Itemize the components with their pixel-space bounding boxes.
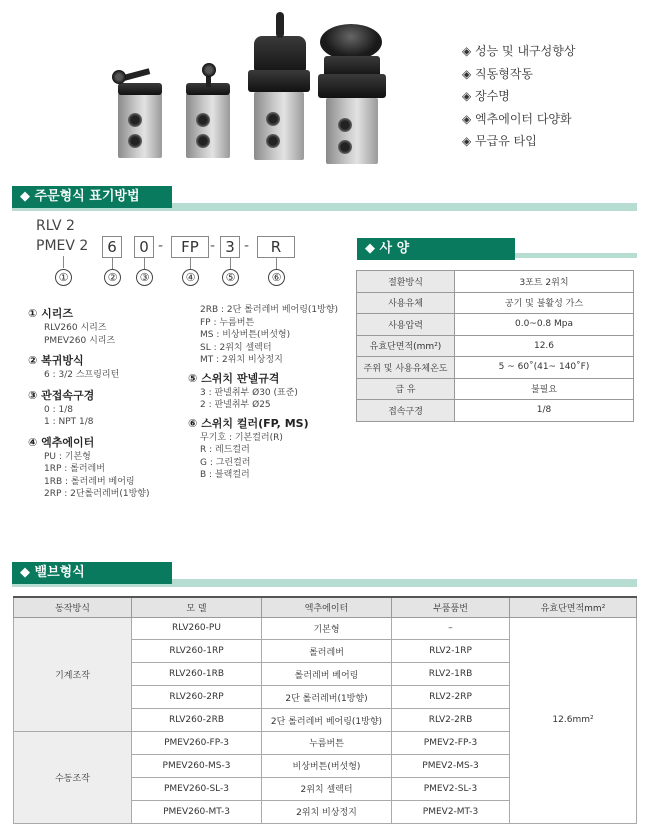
actuator-cell: 2단 롤러레버 베어링(1방향) <box>262 709 392 732</box>
actuator-item: FP : 누름버튼 <box>200 317 255 328</box>
spec-row <box>357 357 634 379</box>
port-item: 0 : 1/8 <box>44 404 73 415</box>
product-photos <box>110 8 400 168</box>
spec-title: ◆ 사 양 <box>357 238 515 260</box>
color-item: B : 블랙컬러 <box>200 470 250 480</box>
return-heading: ② 복귀방식 <box>28 354 84 367</box>
spec-rule <box>515 253 637 258</box>
port-heading: ③ 관접속구경 <box>28 388 95 402</box>
feature-item: ◈ 장수명 <box>462 89 510 103</box>
part-cell: RLV2-2RP <box>392 686 510 709</box>
col-header: 유효단면적mm² <box>510 597 637 617</box>
part-cell: PMEV2-SL-3 <box>392 777 510 800</box>
actuator-item: SL : 2위치 셀렉터 <box>200 342 272 353</box>
color-heading: ⑥ 스위치 컬러(FP, MS) <box>188 416 309 430</box>
code-line-1: RLV 2 <box>36 218 75 234</box>
spec-key: 사용유체 <box>357 292 455 314</box>
valve-type-rule-left <box>12 584 637 587</box>
code-box-panel: 3 <box>220 236 240 258</box>
actuator-cell: 롤러레버 베어링 <box>262 663 392 686</box>
spec-row <box>357 335 634 357</box>
circle-num-1: ① <box>55 269 72 286</box>
code-dash: - <box>244 238 250 254</box>
valve-table <box>13 596 637 824</box>
actuator-item: 2RB : 2단 롤러레버 베어링(1방향) <box>200 305 339 315</box>
spec-row <box>357 271 634 293</box>
feature-item: ◈ 직동형작동 <box>462 66 534 81</box>
spec-value: 12.6 <box>455 335 634 357</box>
part-cell: PMEV2-MT-3 <box>392 800 510 823</box>
valve-selector-image <box>244 8 314 168</box>
part-cell: RLV2-2RB <box>392 709 510 732</box>
spec-row <box>357 314 634 336</box>
valve-roller-lever-image <box>110 68 170 168</box>
code-box-color: R <box>257 236 295 258</box>
valve-table-header <box>14 597 637 617</box>
circle-num-4: ④ <box>182 269 199 286</box>
color-item: R : 레드컬러 <box>200 445 250 455</box>
part-cell: RLV2-1RB <box>392 663 510 686</box>
spec-table <box>356 270 634 422</box>
spec-key: 사용압력 <box>357 314 455 336</box>
circle-num-5: ⑤ <box>222 269 239 286</box>
model-cell: RLV260-PU <box>132 617 262 640</box>
series-heading: ① 시리즈 <box>28 307 74 320</box>
table-row <box>14 617 637 640</box>
desc-left <box>28 306 150 501</box>
circle-num-2: ② <box>104 269 121 286</box>
part-cell: – <box>392 617 510 640</box>
color-item: G : 그린컬러 <box>200 457 251 468</box>
feature-item: ◈ 성능 및 내구성향상 <box>462 44 576 58</box>
feature-item: ◈ 무급유 타입 <box>462 134 537 148</box>
panel-item: 3 : 판넬취부 Ø30 (표준) <box>200 387 298 398</box>
tick <box>63 256 64 268</box>
model-cell: PMEV260-SL-3 <box>132 777 262 800</box>
color-item: 무기호 : 기본컬러(R) <box>200 432 283 443</box>
model-cell: PMEV260-FP-3 <box>132 731 262 754</box>
code-box-return: 6 <box>102 236 122 258</box>
order-format-rule-left <box>12 208 637 211</box>
spec-value: 공기 및 불활성 가스 <box>455 292 634 314</box>
panel-item: 2 : 판넬취부 Ø25 <box>200 400 271 410</box>
col-header: 모 델 <box>132 597 262 617</box>
order-format-title: ◆ 주문형식 표기방법 <box>12 186 172 208</box>
part-cell: RLV2-1RP <box>392 640 510 663</box>
feature-list <box>462 40 575 153</box>
code-box-port: 0 <box>134 236 154 258</box>
model-cell: RLV260-1RP <box>132 640 262 663</box>
spec-value: 3포트 2위치 <box>455 271 634 293</box>
actuator-item: MS : 비상버튼(버섯형) <box>200 330 291 340</box>
col-header: 부품품번 <box>392 597 510 617</box>
part-cell: PMEV2-FP-3 <box>392 731 510 754</box>
circle-num-3: ③ <box>136 269 153 286</box>
code-line-2: PMEV 2 <box>36 238 89 254</box>
circle-num-6: ⑥ <box>268 269 285 286</box>
actuator-item: 2RP : 2단롤러레버(1방향) <box>44 489 150 499</box>
group-mechanical: 기계조작 <box>14 617 132 731</box>
actuator-heading: ④ 엑추에이터 <box>28 435 95 449</box>
model-cell: RLV260-1RB <box>132 663 262 686</box>
code-dash: - <box>210 238 216 254</box>
spec-value: 5 ~ 60˚(41~ 140˚F) <box>455 357 634 379</box>
spec-row <box>357 378 634 400</box>
actuator-cell: 기본형 <box>262 617 392 640</box>
area-cell: 12.6mm² <box>510 617 637 823</box>
valve-2rp-image <box>178 63 238 168</box>
model-cell: PMEV260-MT-3 <box>132 800 262 823</box>
spec-key: 급 유 <box>357 378 455 400</box>
actuator-cell: 2단 롤러레버(1방향) <box>262 686 392 709</box>
valve-type-title: ◆ 밸브형식 <box>12 562 172 584</box>
actuator-cell: 2위치 셀렉터 <box>262 777 392 800</box>
actuator-cell: 비상버튼(버섯형) <box>262 754 392 777</box>
panel-heading: ⑤ 스위치 판넬규격 <box>188 371 280 385</box>
model-cell: RLV260-2RB <box>132 709 262 732</box>
actuator-item: MT : 2위치 비상정지 <box>200 355 283 365</box>
model-cell: RLV260-2RP <box>132 686 262 709</box>
spec-key: 주위 및 사용유체온도 <box>357 357 455 379</box>
actuator-item: 1RP : 롤러레버 <box>44 464 105 474</box>
spec-key: 절환방식 <box>357 271 455 293</box>
spec-row <box>357 292 634 314</box>
spec-value: 1/8 <box>455 400 634 422</box>
spec-value: 불필요 <box>455 378 634 400</box>
spec-key: 접속구경 <box>357 400 455 422</box>
col-header: 엑추에이터 <box>262 597 392 617</box>
series-item: PMEV260 시리즈 <box>44 335 116 346</box>
feature-item: ◈ 엑추에이터 다양화 <box>462 111 572 126</box>
group-manual: 수동조작 <box>14 731 132 823</box>
col-header: 동작방식 <box>14 597 132 617</box>
port-item: 1 : NPT 1/8 <box>44 417 94 427</box>
actuator-cell: 롤러레버 <box>262 640 392 663</box>
actuator-cell: 2위치 비상정지 <box>262 800 392 823</box>
spec-key: 유효단면적(mm²) <box>357 335 455 357</box>
code-dash: - <box>158 238 164 254</box>
spec-row <box>357 400 634 422</box>
code-box-actuator: FP <box>171 236 209 258</box>
model-cell: PMEV260-MS-3 <box>132 754 262 777</box>
actuator-item: 1RB : 롤러레버 베어링 <box>44 476 135 487</box>
spec-value: 0.0~0.8 Mpa <box>455 314 634 336</box>
desc-right <box>188 304 338 482</box>
actuator-item: PU : 기본형 <box>44 451 91 462</box>
return-item: 6 : 3/2 스프링리턴 <box>44 370 120 380</box>
part-cell: PMEV2-MS-3 <box>392 754 510 777</box>
series-item: RLV260 시리즈 <box>44 323 107 333</box>
valve-mushroom-image <box>316 16 396 168</box>
actuator-cell: 누름버튼 <box>262 731 392 754</box>
